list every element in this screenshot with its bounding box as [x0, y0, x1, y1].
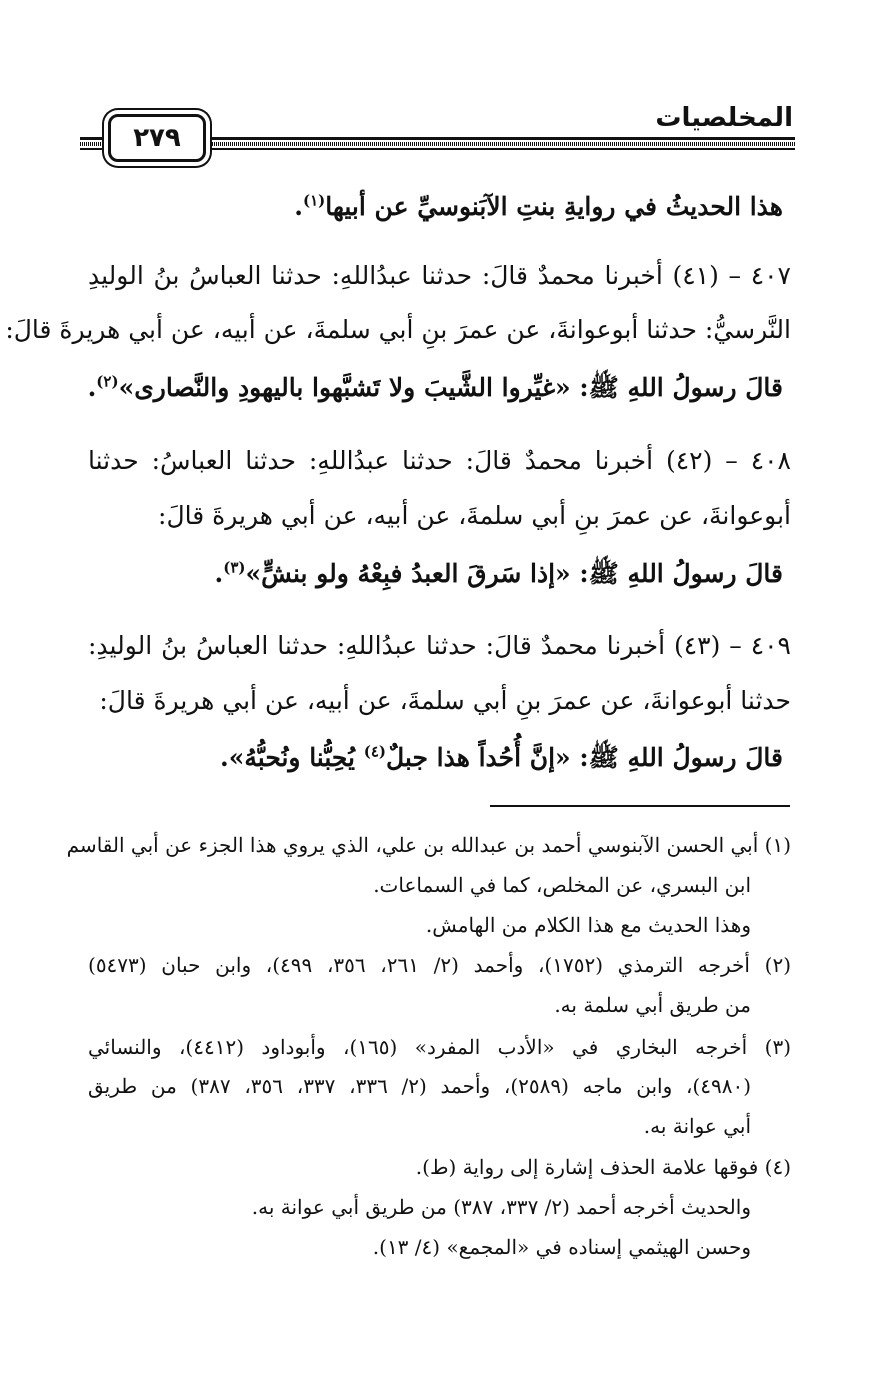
page-number-frame [108, 114, 206, 162]
page-number: ٢٧٩ [133, 123, 181, 153]
footnote-ref-1: (١) [302, 191, 326, 210]
footnote-2-line-1: (٢) أخرجه الترمذي (١٧٥٢)، وأحمد (٢/ ٢٦١، ٣٥٦، ٤٩٩)، وابن حبان (٥٤٧٣) [88, 953, 791, 977]
footnote-4-line-2: والحديث أخرجه أحمد (٢/ ٣٣٧، ٣٨٧) من طريق أبي عوانة به. [251, 1195, 751, 1219]
hadith-408-line-2: أبوعوانةَ، عن عمرَ بنِ أبي سلمةَ، عن أبيه، عن أبي هريرةَ قالَ: [158, 501, 791, 530]
footnote-1-line-3: وهذا الحديث مع هذا الكلام من الهامش. [425, 913, 751, 937]
hadith-407-matn: قالَ رسولُ اللهِ ﷺ: «غيِّروا الشَّيبَ ولا تَشبَّهوا باليهودِ والنَّصارى» [118, 373, 783, 402]
hadith-408-line-1: ٤٠٨ – (٤٢) أخبرنا محمدٌ قالَ: حدثنا عبدُاللهِ: حدثنا العباسُ: حدثنا [88, 446, 791, 475]
hadith-409-line-2: حدثنا أبوعوانةَ، عن عمرَ بنِ أبي سلمةَ، عن أبيه، عن أبي هريرةَ قالَ: [99, 686, 791, 715]
hadith-409-matn-a: قالَ رسولُ اللهِ ﷺ: «إنَّ أُحُداً هذا جبلٌ [385, 743, 783, 772]
footnote-4-line-3: وحسن الهيثمي إسناده في «المجمع» (٤/ ١٣). [372, 1235, 751, 1259]
footnote-separator [490, 805, 790, 807]
footnote-3-line-1: (٣) أخرجه البخاري في «الأدب المفرد» (١٦٥)، وأبوداود (٤٤١٢)، والنسائي [88, 1035, 791, 1059]
intro-end: . [294, 192, 303, 221]
running-title: المخلصيات [655, 103, 793, 133]
hadith-408-line-3: قالَ رسولُ اللهِ ﷺ: «إذا سَرقَ العبدُ فبِعْهُ ولو بنشٍّ»$^{(٣)}$. [214, 558, 783, 588]
footnote-4-line-1: (٤) فوقها علامة الحذف إشارة إلى رواية (ط). [415, 1155, 791, 1179]
footnote-ref-2: (٢) [96, 372, 119, 391]
footnote-2-line-2: من طريق أبي سلمة به. [554, 993, 751, 1017]
footnote-ref-4: (٤) [363, 742, 386, 761]
footnote-3-line-3: أبي عوانة به. [643, 1114, 751, 1138]
page-header [80, 100, 795, 160]
footnote-1-line-2: ابن البسري، عن المخلص، كما في السماعات. [373, 873, 751, 897]
hadith-407-line-1: ٤٠٧ – (٤١) أخبرنا محمدٌ قالَ: حدثنا عبدُاللهِ: حدثنا العباسُ بنُ الوليدِ [88, 261, 791, 290]
hadith-409-line-3 [220, 740, 783, 776]
footnote-3-line-2: (٤٩٨٠)، وابن ماجه (٢٥٨٩)، وأحمد (٢/ ٣٣٦، ٣٣٧، ٣٥٦، ٣٨٧) من طريق [88, 1074, 752, 1098]
hadith-407-line-2: النَّرسيُّ: حدثنا أبوعوانةَ، عن عمرَ بنِ أبي سلمةَ، عن أبيه، عن أبي هريرةَ قالَ: [5, 315, 791, 344]
intro-line [294, 189, 783, 225]
footnote-ref-3: (٣) [223, 558, 246, 577]
hadith-409-line-1: ٤٠٩ – (٤٣) أخبرنا محمدٌ قالَ: حدثنا عبدُاللهِ: حدثنا العباسُ بنُ الوليدِ: [88, 631, 791, 660]
hadith-409-matn-b: يُحِبُّنا ونُحبُّهُ». [220, 743, 364, 772]
footnote-1-line-1: (١) أبي الحسن الآبنوسي أحمد بن عبدالله بن علي، الذي يروي هذا الجزء عن أبي القاسم [66, 833, 791, 857]
hadith-407-line-3: قالَ رسولُ اللهِ ﷺ: «غيِّروا الشَّيبَ ولا تَشبَّهوا باليهودِ والنَّصارى»$^{(٢)}$. [87, 372, 783, 402]
hadith-408-matn: قالَ رسولُ اللهِ ﷺ: «إذا سَرقَ العبدُ فبِعْهُ ولو بنشٍّ» [245, 559, 783, 588]
intro-text: هذا الحديثُ في روايةِ بنتِ الآبَنوسيِّ عن أبيها [325, 192, 783, 221]
